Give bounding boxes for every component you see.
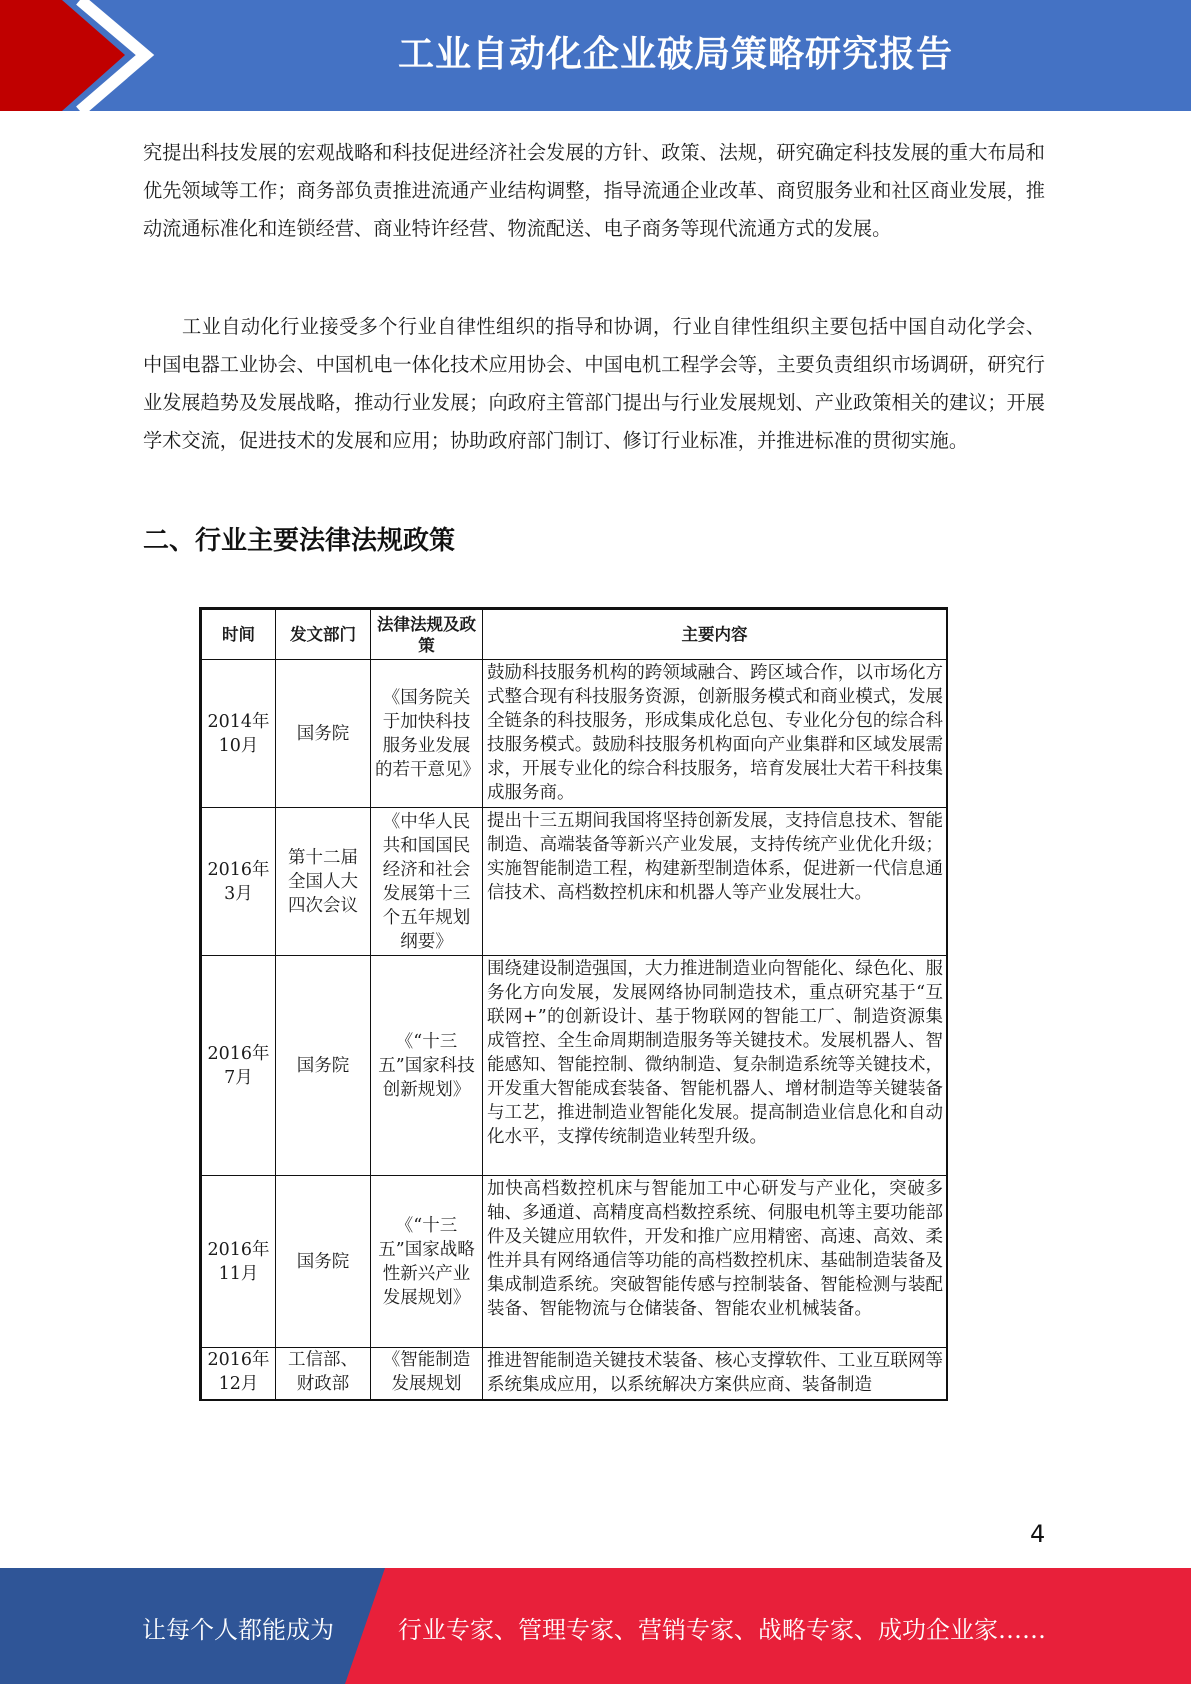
cell-dept: 第十二届全国人大四次会议 bbox=[276, 808, 371, 956]
footer-slogan-right: 行业专家、管理专家、营销专家、战略专家、成功企业家…… bbox=[398, 1616, 1046, 1644]
cell-time: 2014年10月 bbox=[202, 660, 276, 808]
table-row bbox=[202, 660, 947, 808]
header-content: 主要内容 bbox=[483, 610, 947, 660]
footer-bar bbox=[0, 1568, 1191, 1684]
cell-content: 推进智能制造关键技术装备、核心支撑软件、工业互联网等系统集成应用，以系统解决方案供应商、装备制造 bbox=[483, 1348, 947, 1400]
body-paragraph-2: 工业自动化行业接受多个行业自律性组织的指导和协调，行业自律性组织主要包括中国自动化学会、中国电器工业协会、中国机电一体化技术应用协会、中国电机工程学会等，主要负责组织市场调研，研究行业发展趋势及发展战略，推动行业发展；向政府主管部门提出与行业发展规划、产业政策相关的建议；开展学术交流，促进技术的发展和应用；协助政府部门制订、修订行业标准，并推进标准的贯彻实施。 bbox=[143, 315, 1045, 452]
cell-content: 围绕建设制造强国，大力推进制造业向智能化、绿色化、服务化方向发展，发展网络协同制造技术，重点研究基于“互联网+”的创新设计、基于物联网的智能工厂、制造资源集成管控、全生命周期制造服务等关键技术。发展机器人、智能感知、智能控制、微纳制造、复杂制造系统等关键技术，开发重大智能成套装备、智能机器人、增材制造等关键装备与工艺，推进制造业智能化发展。提高制造业信息化和自动化水平，支撑传统制造业转型升级。 bbox=[483, 956, 947, 1176]
cell-dept: 国务院 bbox=[276, 956, 371, 1176]
policy-table-grid bbox=[201, 609, 947, 1400]
cell-dept: 工信部、财政部 bbox=[276, 1348, 371, 1400]
table-row bbox=[202, 808, 947, 956]
cell-content: 鼓励科技服务机构的跨领域融合、跨区域合作，以市场化方式整合现有科技服务资源，创新服务模式和商业模式，发展全链条的科技服务，形成集成化总包、专业化分包的综合科技服务模式。鼓励科技服务机构面向产业集群和区域发展需求，开展专业化的综合科技服务，培育发展壮大若干科技集成服务商。 bbox=[483, 660, 947, 808]
cell-policy: 《“十三五”国家战略性新兴产业发展规划》 bbox=[371, 1176, 483, 1348]
table-header-row bbox=[202, 610, 947, 660]
header-policy: 法律法规及政策 bbox=[371, 610, 483, 660]
cell-content: 加快高档数控机床与智能加工中心研发与产业化，突破多轴、多通道、高精度高档数控系统、伺服电机等主要功能部件及关键应用软件，开发和推广应用精密、高速、高效、柔性并具有网络通信等功能的高档数控机床、基础制造装备及集成制造系统。突破智能传感与控制装备、智能检测与装配装备、智能物流与仓储装备、智能农业机械装备。 bbox=[483, 1176, 947, 1348]
table-row bbox=[202, 956, 947, 1176]
cell-policy: 《国务院关于加快科技服务业发展的若干意见》 bbox=[371, 660, 483, 808]
body-paragraph-1: 究提出科技发展的宏观战略和科技促进经济社会发展的方针、政策、法规，研究确定科技发展的重大布局和优先领域等工作；商务部负责推进流通产业结构调整，指导流通企业改革、商贸服务业和社区商业发展，推动流通标准化和连锁经营、商业特许经营、物流配送、电子商务等现代流通方式的发展。 bbox=[143, 141, 1045, 240]
cell-dept: 国务院 bbox=[276, 660, 371, 808]
table-row bbox=[202, 1348, 947, 1400]
header-time: 时间 bbox=[202, 610, 276, 660]
header-bar bbox=[0, 0, 1191, 111]
cell-time: 2016年7月 bbox=[202, 956, 276, 1176]
cell-content: 提出十三五期间我国将坚持创新发展，支持信息技术、智能制造、高端装备等新兴产业发展，支持传统产业优化升级；实施智能制造工程，构建新型制造体系，促进新一代信息通信技术、高档数控机床和机器人等产业发展壮大。 bbox=[483, 808, 947, 956]
page-number: 4 bbox=[1030, 1520, 1046, 1548]
report-title: 工业自动化企业破局策略研究报告 bbox=[397, 34, 953, 75]
cell-time: 2016年11月 bbox=[202, 1176, 276, 1348]
cell-policy: 《“十三五”国家科技创新规划》 bbox=[371, 956, 483, 1176]
cell-policy: 《中华人民共和国国民经济和社会发展第十三个五年规划纲要》 bbox=[371, 808, 483, 956]
cell-time: 2016年3月 bbox=[202, 808, 276, 956]
table-row bbox=[202, 1176, 947, 1348]
footer-slogan-left: 让每个人都能成为 bbox=[142, 1616, 334, 1644]
header-dept: 发文部门 bbox=[276, 610, 371, 660]
section-title: 二、行业主要法律法规政策 bbox=[143, 526, 456, 556]
cell-dept: 国务院 bbox=[276, 1176, 371, 1348]
cell-time: 2016年12月 bbox=[202, 1348, 276, 1400]
policy-table bbox=[199, 607, 948, 1401]
cell-policy: 《智能制造发展规划 bbox=[371, 1348, 483, 1400]
